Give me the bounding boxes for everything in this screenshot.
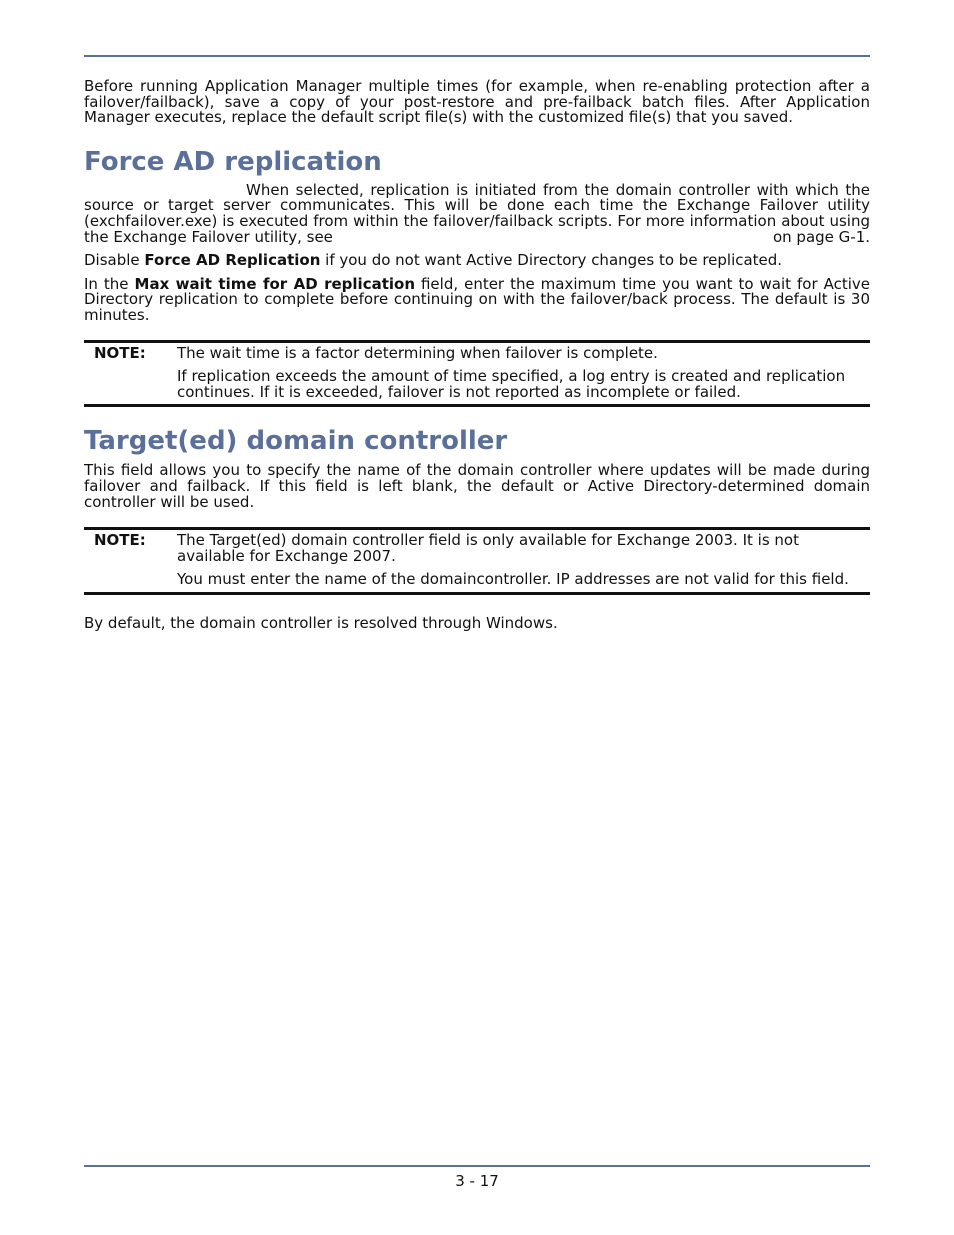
section-heading-targeted-domain-controller: Target(ed) domain controller: [84, 426, 508, 457]
note-line: You must enter the name of the domaincontroller. IP addresses are not valid for this field.: [177, 570, 849, 589]
note-box-wait-time: [84, 340, 870, 408]
section-heading-force-ad-replication: Force AD replication: [84, 146, 382, 177]
target-dc-description: This field allows you to specify the name of the domain controller where updates will be made during failover and failback. If this field is left blank, the default or Active Directory-determined domain controller will be used.: [84, 461, 870, 511]
note-label: NOTE:: [94, 343, 146, 362]
header-rule: [84, 55, 870, 57]
note-line: The Target(ed) domain controller field is only available for Exchange 2003. It is not available for Exchange 2007.: [177, 531, 799, 565]
note-body: [177, 343, 870, 401]
note-body: [177, 533, 870, 588]
field-name-max-wait-time: Max wait time for AD replication: [134, 274, 415, 293]
closing-paragraph: By default, the domain controller is resolved through Windows.: [84, 613, 558, 632]
note-line: The wait time is a factor determining when failover is complete.: [177, 343, 658, 362]
text-fragment: if you do not want Active Directory changes to be replicated.: [320, 251, 783, 270]
force-ad-description: [84, 180, 870, 246]
field-name-force-ad-replication: Force AD Replication: [144, 251, 321, 270]
text-fragment: Disable: [84, 251, 145, 270]
page-reference: on page G-1.: [772, 227, 870, 246]
max-wait-paragraph: [84, 274, 870, 324]
text-fragment: In the: [84, 274, 135, 293]
text-fragment: field, enter the maximum time you want to wait for Active Directory replication to complete before continuing on with the failover/back process. The default is 30 minutes.: [84, 274, 870, 324]
note-line: If replication exceeds the amount of time specified, a log entry is created and replication continues. If it is exceeded, failover is not reported as incomplete or failed.: [177, 367, 846, 401]
page-content: [84, 79, 870, 639]
footer-rule: [84, 1165, 870, 1167]
disable-force-ad-paragraph: [84, 253, 870, 269]
note-label: NOTE:: [94, 531, 146, 550]
page-number: 3 - 17: [455, 1172, 499, 1190]
force-ad-description-text: When selected, replication is initiated from the domain controller with which the source or target server communicates. This will be done each time the Exchange Failover utility (exchfailover.exe) is executed from within the failover/failback scripts. For more information about using the Exchange Failover utility, see: [84, 180, 870, 246]
note-box-target-dc: [84, 527, 870, 595]
intro-paragraph: Before running Application Manager multiple times (for example, when re-enabling protection after a failover/failback), save a copy of your post-restore and pre-failback batch files. After Application Manager executes, replace the default script file(s) with the customized file(s) that you saved.: [84, 77, 870, 127]
